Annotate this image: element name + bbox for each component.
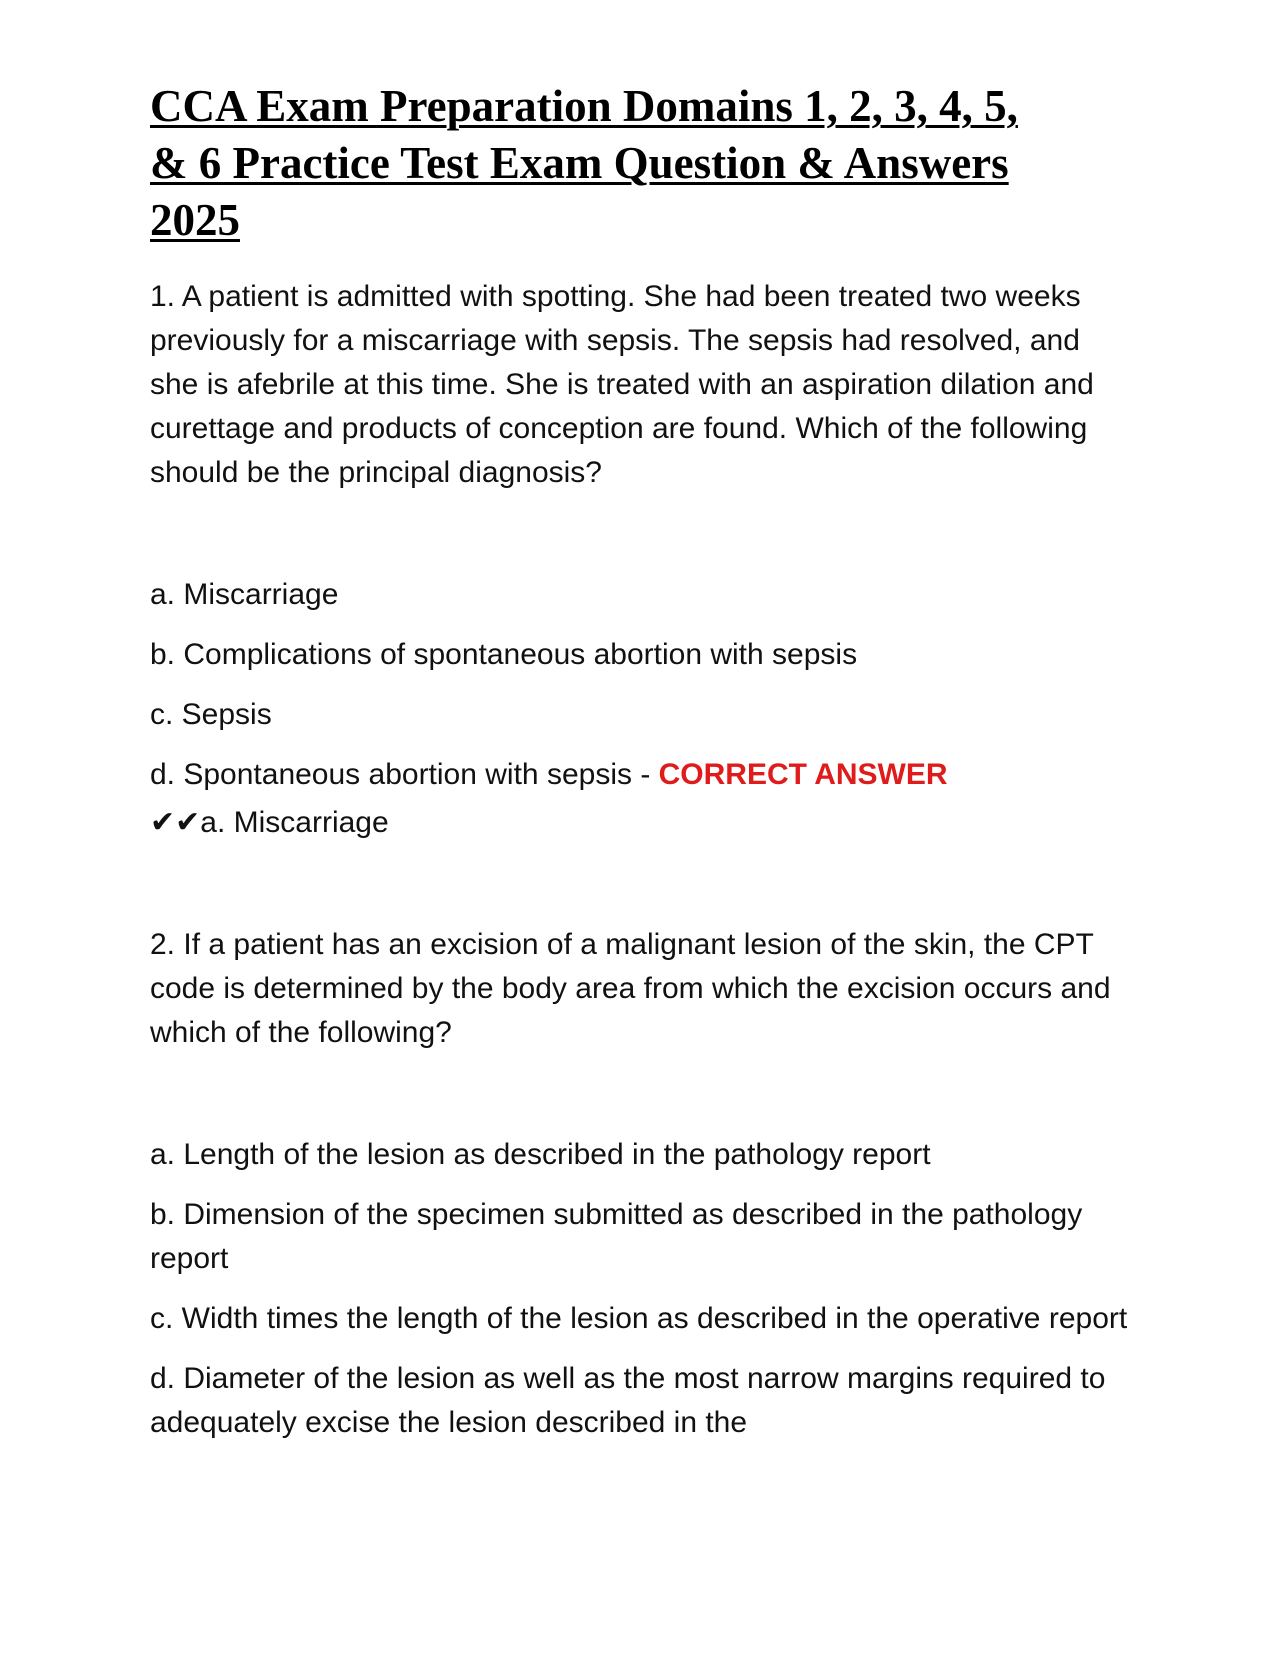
option-b: b. Complications of spontaneous abortion with sepsis: [150, 638, 858, 671]
option-d: [150, 753, 1130, 797]
document-content: [150, 78, 1130, 1449]
question-block-1: [150, 275, 1130, 845]
option-a: a. Length of the lesion as described in the pathology report: [150, 1138, 931, 1171]
option-d: d. Diameter of the lesion as well as the most narrow margins required to adequately excise the lesion described in the: [150, 1362, 1106, 1439]
option-d-text: d. Spontaneous abortion with sepsis -: [150, 758, 659, 791]
correct-answer-text: ✔✔a. Miscarriage: [150, 806, 389, 839]
spacer: [150, 495, 1130, 573]
option-c: c. Sepsis: [150, 698, 272, 731]
correct-answer-label: CORRECT ANSWER: [658, 758, 948, 791]
question-text: 2. If a patient has an excision of a malignant lesion of the skin, the CPT code is determined by the body area from which the excision occurs and which of the following?: [150, 928, 1111, 1049]
option-a: a. Miscarriage: [150, 578, 339, 611]
question-block-2: [150, 923, 1130, 1445]
spacer: [150, 845, 1130, 923]
option-c: c. Width times the length of the lesion as described in the operative report: [150, 1302, 1128, 1335]
document-title: CCA Exam Preparation Domains 1, 2, 3, 4, 5, & 6 Practice Test Exam Question & Answers 2025: [150, 81, 1018, 245]
spacer: [150, 1055, 1130, 1133]
option-b: b. Dimension of the specimen submitted as described in the pathology report: [150, 1198, 1083, 1275]
question-text: 1. A patient is admitted with spotting. She had been treated two weeks previously for a miscarriage with sepsis. The sepsis had resolved, and she is afebrile at this time. She is treated with an aspiration dilation and curettage and products of conception are found. Which of the following should be the principal diagnosis?: [150, 280, 1094, 489]
